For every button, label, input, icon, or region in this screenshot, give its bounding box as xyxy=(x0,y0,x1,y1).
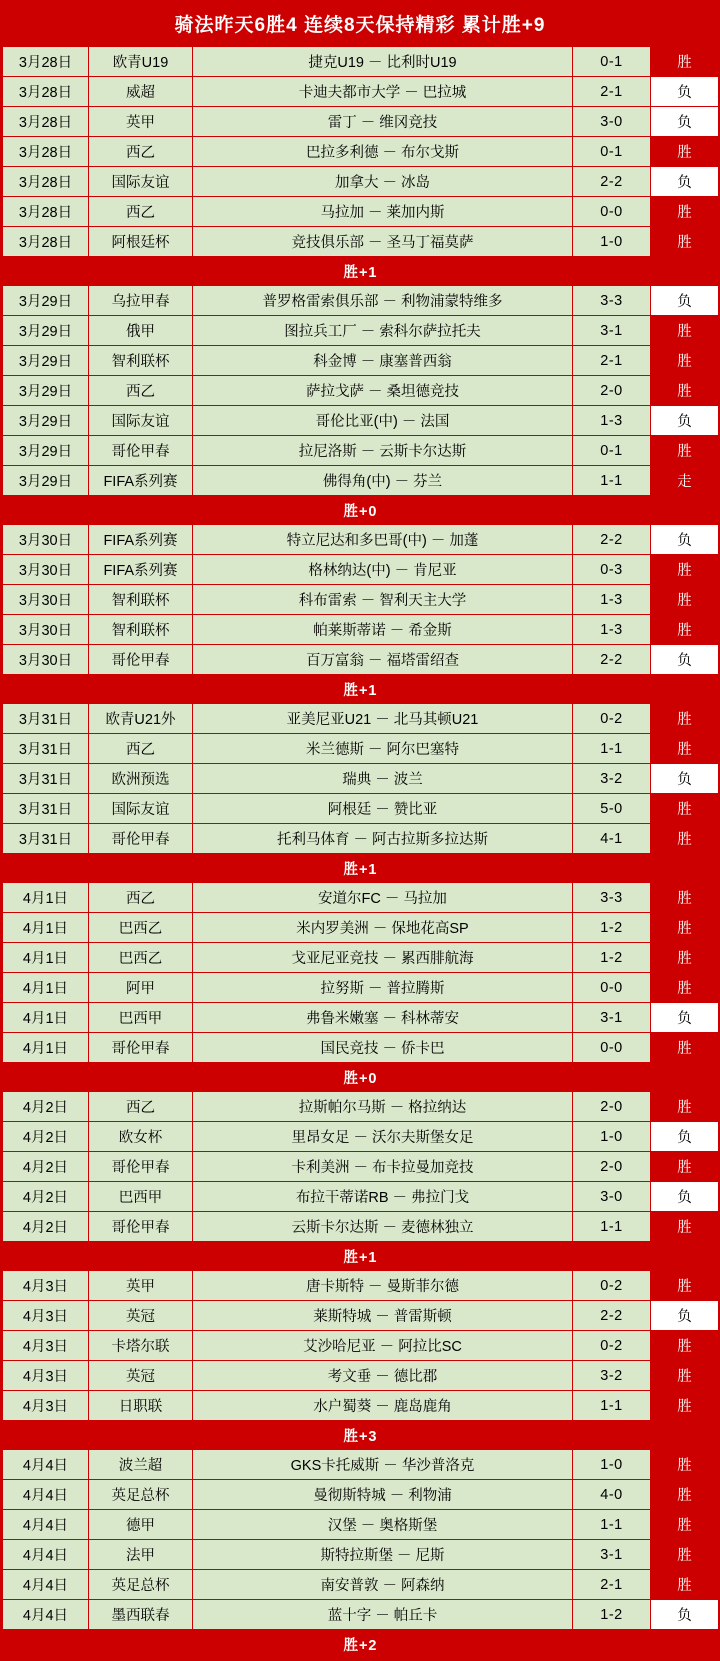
table-row xyxy=(3,1003,719,1033)
match-league: 乌拉甲春 xyxy=(89,286,193,316)
match-result-badge: 负 xyxy=(651,107,719,137)
match-result-badge: 负 xyxy=(651,1600,719,1630)
results-table-body xyxy=(3,47,719,1659)
summary-row xyxy=(3,496,719,525)
match-date: 4月3日 xyxy=(3,1331,89,1361)
match-date: 4月3日 xyxy=(3,1271,89,1301)
table-row xyxy=(3,197,719,227)
match-teams: 加拿大 － 冰岛 xyxy=(193,167,573,197)
summary-label: 胜+1 xyxy=(3,257,719,286)
match-date: 4月4日 xyxy=(3,1450,89,1480)
summary-label: 胜+0 xyxy=(3,1063,719,1092)
match-score: 2-2 xyxy=(573,525,651,555)
match-result-badge: 负 xyxy=(651,1003,719,1033)
match-league: 法甲 xyxy=(89,1540,193,1570)
match-score: 2-0 xyxy=(573,376,651,406)
match-league: 哥伦甲春 xyxy=(89,1212,193,1242)
match-date: 3月30日 xyxy=(3,645,89,675)
match-teams: 艾沙哈尼亚 － 阿拉比SC xyxy=(193,1331,573,1361)
match-league: 国际友谊 xyxy=(89,406,193,436)
match-league: FIFA系列赛 xyxy=(89,466,193,496)
match-teams: 汉堡 － 奥格斯堡 xyxy=(193,1510,573,1540)
table-row xyxy=(3,286,719,316)
match-league: 哥伦甲春 xyxy=(89,1033,193,1063)
table-row xyxy=(3,107,719,137)
match-score: 0-0 xyxy=(573,1033,651,1063)
match-teams: 捷克U19 － 比利时U19 xyxy=(193,47,573,77)
table-row xyxy=(3,525,719,555)
match-teams: 科布雷索 － 智利天主大学 xyxy=(193,585,573,615)
match-teams: 里昂女足 － 沃尔夫斯堡女足 xyxy=(193,1122,573,1152)
match-score: 2-1 xyxy=(573,346,651,376)
match-date: 3月29日 xyxy=(3,406,89,436)
match-date: 3月28日 xyxy=(3,47,89,77)
match-score: 0-2 xyxy=(573,1271,651,1301)
match-date: 4月4日 xyxy=(3,1570,89,1600)
match-result-badge: 负 xyxy=(651,1182,719,1212)
match-result-badge: 胜 xyxy=(651,794,719,824)
match-teams: 阿根廷 － 赞比亚 xyxy=(193,794,573,824)
match-league: 西乙 xyxy=(89,1092,193,1122)
match-date: 3月28日 xyxy=(3,197,89,227)
match-score: 3-3 xyxy=(573,883,651,913)
match-score: 3-1 xyxy=(573,1540,651,1570)
match-league: 英足总杯 xyxy=(89,1570,193,1600)
match-league: 欧洲预选 xyxy=(89,764,193,794)
match-teams: 普罗格雷索俱乐部 － 利物浦蒙特维多 xyxy=(193,286,573,316)
match-result-badge: 胜 xyxy=(651,1510,719,1540)
match-date: 4月4日 xyxy=(3,1600,89,1630)
match-result-badge: 胜 xyxy=(651,197,719,227)
match-score: 1-1 xyxy=(573,1391,651,1421)
match-date: 4月2日 xyxy=(3,1122,89,1152)
match-date: 4月2日 xyxy=(3,1182,89,1212)
match-score: 2-1 xyxy=(573,77,651,107)
match-date: 3月31日 xyxy=(3,764,89,794)
match-league: 卡塔尔联 xyxy=(89,1331,193,1361)
match-score: 1-0 xyxy=(573,1122,651,1152)
summary-row xyxy=(3,1242,719,1271)
match-result-badge: 胜 xyxy=(651,1570,719,1600)
match-score: 3-2 xyxy=(573,1361,651,1391)
match-date: 4月2日 xyxy=(3,1212,89,1242)
summary-row xyxy=(3,1063,719,1092)
table-row xyxy=(3,883,719,913)
match-teams: 卡利美洲 － 布卡拉曼加竞技 xyxy=(193,1152,573,1182)
match-teams: 科金博 － 康塞普西翁 xyxy=(193,346,573,376)
match-league: 俄甲 xyxy=(89,316,193,346)
match-score: 0-1 xyxy=(573,137,651,167)
match-result-badge: 胜 xyxy=(651,943,719,973)
match-score: 1-2 xyxy=(573,913,651,943)
match-league: 墨西联春 xyxy=(89,1600,193,1630)
match-score: 0-0 xyxy=(573,973,651,1003)
match-league: 日职联 xyxy=(89,1391,193,1421)
match-date: 4月1日 xyxy=(3,1033,89,1063)
summary-label: 胜+1 xyxy=(3,675,719,704)
match-date: 4月1日 xyxy=(3,973,89,1003)
match-result-badge: 胜 xyxy=(651,883,719,913)
match-league: 国际友谊 xyxy=(89,167,193,197)
table-row xyxy=(3,47,719,77)
match-score: 3-0 xyxy=(573,107,651,137)
summary-label: 胜+3 xyxy=(3,1421,719,1450)
table-row xyxy=(3,1540,719,1570)
match-score: 0-0 xyxy=(573,197,651,227)
table-row xyxy=(3,1361,719,1391)
table-row xyxy=(3,167,719,197)
match-league: 哥伦甲春 xyxy=(89,645,193,675)
match-teams: 考文垂 － 德比郡 xyxy=(193,1361,573,1391)
match-date: 3月28日 xyxy=(3,107,89,137)
match-score: 1-0 xyxy=(573,227,651,257)
summary-row xyxy=(3,854,719,883)
match-date: 4月4日 xyxy=(3,1540,89,1570)
match-result-badge: 负 xyxy=(651,406,719,436)
match-teams: 佛得角(中) － 芬兰 xyxy=(193,466,573,496)
match-date: 3月30日 xyxy=(3,525,89,555)
match-score: 1-1 xyxy=(573,1212,651,1242)
match-league: 哥伦甲春 xyxy=(89,1152,193,1182)
match-date: 3月31日 xyxy=(3,704,89,734)
table-row xyxy=(3,1271,719,1301)
match-teams: 瑞典 － 波兰 xyxy=(193,764,573,794)
match-league: 英足总杯 xyxy=(89,1480,193,1510)
match-league: 智利联杯 xyxy=(89,346,193,376)
table-row xyxy=(3,943,719,973)
match-teams: 特立尼达和多巴哥(中) － 加蓬 xyxy=(193,525,573,555)
match-date: 3月30日 xyxy=(3,585,89,615)
summary-label: 胜+1 xyxy=(3,854,719,883)
match-teams: 帕莱斯蒂诺 － 希金斯 xyxy=(193,615,573,645)
match-date: 3月31日 xyxy=(3,734,89,764)
match-score: 1-2 xyxy=(573,943,651,973)
summary-row xyxy=(3,257,719,286)
match-result-badge: 胜 xyxy=(651,316,719,346)
match-result-badge: 负 xyxy=(651,77,719,107)
match-teams: 戈亚尼亚竞技 － 累西腓航海 xyxy=(193,943,573,973)
table-row xyxy=(3,913,719,943)
results-table xyxy=(2,46,719,1659)
match-league: 国际友谊 xyxy=(89,794,193,824)
match-score: 1-3 xyxy=(573,615,651,645)
match-teams: 斯特拉斯堡 － 尼斯 xyxy=(193,1540,573,1570)
match-teams: 米兰德斯 － 阿尔巴塞特 xyxy=(193,734,573,764)
match-teams: 哥伦比亚(中) － 法国 xyxy=(193,406,573,436)
match-teams: 蓝十字 － 帕丘卡 xyxy=(193,1600,573,1630)
match-result-badge: 胜 xyxy=(651,137,719,167)
table-row xyxy=(3,227,719,257)
match-league: 阿甲 xyxy=(89,973,193,1003)
table-row xyxy=(3,466,719,496)
match-teams: 卡迪夫都市大学 － 巴拉城 xyxy=(193,77,573,107)
table-row xyxy=(3,316,719,346)
match-result-badge: 胜 xyxy=(651,376,719,406)
match-teams: 马拉加 － 莱加内斯 xyxy=(193,197,573,227)
match-teams: 巴拉多利德 － 布尔戈斯 xyxy=(193,137,573,167)
match-date: 4月1日 xyxy=(3,913,89,943)
table-row xyxy=(3,734,719,764)
match-score: 2-0 xyxy=(573,1152,651,1182)
match-league: 英冠 xyxy=(89,1301,193,1331)
table-row xyxy=(3,436,719,466)
match-date: 4月4日 xyxy=(3,1510,89,1540)
match-result-badge: 负 xyxy=(651,286,719,316)
match-league: FIFA系列赛 xyxy=(89,555,193,585)
match-teams: 拉尼洛斯 － 云斯卡尔达斯 xyxy=(193,436,573,466)
match-teams: 百万富翁 － 福塔雷绍查 xyxy=(193,645,573,675)
match-score: 1-3 xyxy=(573,585,651,615)
match-league: 阿根廷杯 xyxy=(89,227,193,257)
match-teams: 拉斯帕尔马斯 － 格拉纳达 xyxy=(193,1092,573,1122)
match-score: 2-2 xyxy=(573,645,651,675)
match-teams: 国民竞技 － 侨卡巴 xyxy=(193,1033,573,1063)
match-result-badge: 胜 xyxy=(651,585,719,615)
match-result-badge: 负 xyxy=(651,645,719,675)
match-date: 4月3日 xyxy=(3,1391,89,1421)
match-score: 3-3 xyxy=(573,286,651,316)
match-result-badge: 胜 xyxy=(651,1450,719,1480)
match-date: 3月31日 xyxy=(3,794,89,824)
match-result-badge: 胜 xyxy=(651,1033,719,1063)
table-row xyxy=(3,824,719,854)
match-league: 巴西乙 xyxy=(89,913,193,943)
match-score: 5-0 xyxy=(573,794,651,824)
match-teams: 竞技俱乐部 － 圣马丁福莫萨 xyxy=(193,227,573,257)
match-teams: 莱斯特城 － 普雷斯顿 xyxy=(193,1301,573,1331)
table-row xyxy=(3,77,719,107)
match-teams: 亚美尼亚U21 － 北马其顿U21 xyxy=(193,704,573,734)
match-result-badge: 胜 xyxy=(651,1540,719,1570)
table-row xyxy=(3,1510,719,1540)
match-result-badge: 胜 xyxy=(651,555,719,585)
match-score: 3-0 xyxy=(573,1182,651,1212)
match-teams: 弗鲁米嫩塞 － 科林蒂安 xyxy=(193,1003,573,1033)
match-date: 3月28日 xyxy=(3,167,89,197)
match-date: 4月1日 xyxy=(3,883,89,913)
table-row xyxy=(3,1331,719,1361)
match-result-badge: 胜 xyxy=(651,1212,719,1242)
table-row xyxy=(3,1480,719,1510)
table-row xyxy=(3,1212,719,1242)
match-score: 0-2 xyxy=(573,704,651,734)
table-row xyxy=(3,555,719,585)
match-result-badge: 负 xyxy=(651,764,719,794)
match-teams: 唐卡斯特 － 曼斯菲尔德 xyxy=(193,1271,573,1301)
match-score: 1-3 xyxy=(573,406,651,436)
match-score: 1-2 xyxy=(573,1600,651,1630)
match-result-badge: 负 xyxy=(651,167,719,197)
match-date: 3月30日 xyxy=(3,555,89,585)
match-score: 1-1 xyxy=(573,466,651,496)
match-league: 巴西甲 xyxy=(89,1003,193,1033)
match-teams: 雷丁 － 维冈竞技 xyxy=(193,107,573,137)
match-league: 智利联杯 xyxy=(89,615,193,645)
match-result-badge: 胜 xyxy=(651,973,719,1003)
table-row xyxy=(3,615,719,645)
match-date: 4月3日 xyxy=(3,1301,89,1331)
match-score: 2-2 xyxy=(573,1301,651,1331)
match-date: 4月2日 xyxy=(3,1092,89,1122)
match-date: 3月28日 xyxy=(3,77,89,107)
match-teams: 云斯卡尔达斯 － 麦德林独立 xyxy=(193,1212,573,1242)
match-score: 1-1 xyxy=(573,734,651,764)
match-result-badge: 胜 xyxy=(651,1331,719,1361)
match-date: 3月29日 xyxy=(3,346,89,376)
match-league: 西乙 xyxy=(89,376,193,406)
match-result-badge: 走 xyxy=(651,466,719,496)
match-result-badge: 负 xyxy=(651,1301,719,1331)
match-date: 3月29日 xyxy=(3,466,89,496)
match-score: 3-1 xyxy=(573,316,651,346)
match-league: 欧女杯 xyxy=(89,1122,193,1152)
match-score: 0-2 xyxy=(573,1331,651,1361)
match-league: 英甲 xyxy=(89,107,193,137)
match-score: 0-1 xyxy=(573,436,651,466)
match-result-badge: 胜 xyxy=(651,615,719,645)
match-result-badge: 胜 xyxy=(651,227,719,257)
match-teams: 曼彻斯特城 － 利物浦 xyxy=(193,1480,573,1510)
match-league: 西乙 xyxy=(89,197,193,227)
match-league: 英甲 xyxy=(89,1271,193,1301)
table-row xyxy=(3,1570,719,1600)
match-league: 德甲 xyxy=(89,1510,193,1540)
match-teams: 图拉兵工厂 － 索科尔萨拉托夫 xyxy=(193,316,573,346)
match-date: 3月28日 xyxy=(3,137,89,167)
match-result-badge: 胜 xyxy=(651,1361,719,1391)
match-date: 4月1日 xyxy=(3,943,89,973)
match-date: 4月1日 xyxy=(3,1003,89,1033)
match-teams: 米内罗美洲 － 保地花高SP xyxy=(193,913,573,943)
match-result-badge: 胜 xyxy=(651,1092,719,1122)
match-date: 3月29日 xyxy=(3,436,89,466)
match-teams: 拉努斯 － 普拉腾斯 xyxy=(193,973,573,1003)
match-result-badge: 胜 xyxy=(651,734,719,764)
match-league: 西乙 xyxy=(89,734,193,764)
summary-row xyxy=(3,1630,719,1659)
match-result-badge: 胜 xyxy=(651,436,719,466)
table-row xyxy=(3,346,719,376)
match-league: 波兰超 xyxy=(89,1450,193,1480)
match-date: 3月29日 xyxy=(3,286,89,316)
table-row xyxy=(3,1122,719,1152)
summary-label: 胜+2 xyxy=(3,1630,719,1659)
match-result-badge: 胜 xyxy=(651,1391,719,1421)
match-score: 0-3 xyxy=(573,555,651,585)
match-league: 欧青U19 xyxy=(89,47,193,77)
summary-label: 胜+1 xyxy=(3,1242,719,1271)
table-row xyxy=(3,1391,719,1421)
match-teams: 布拉干蒂诺RB － 弗拉门戈 xyxy=(193,1182,573,1212)
match-result-badge: 胜 xyxy=(651,346,719,376)
table-row xyxy=(3,376,719,406)
summary-label: 胜+0 xyxy=(3,496,719,525)
table-row xyxy=(3,585,719,615)
match-league: 英冠 xyxy=(89,1361,193,1391)
table-row xyxy=(3,1033,719,1063)
match-score: 4-1 xyxy=(573,824,651,854)
table-row xyxy=(3,1152,719,1182)
match-league: 西乙 xyxy=(89,883,193,913)
table-row xyxy=(3,406,719,436)
match-result-badge: 负 xyxy=(651,1122,719,1152)
table-row xyxy=(3,1600,719,1630)
match-result-badge: 胜 xyxy=(651,824,719,854)
table-row xyxy=(3,973,719,1003)
table-row xyxy=(3,704,719,734)
match-date: 3月29日 xyxy=(3,376,89,406)
match-score: 3-1 xyxy=(573,1003,651,1033)
match-score: 1-1 xyxy=(573,1510,651,1540)
match-result-badge: 胜 xyxy=(651,47,719,77)
match-result-badge: 负 xyxy=(651,525,719,555)
match-teams: 南安普敦 － 阿森纳 xyxy=(193,1570,573,1600)
match-date: 4月2日 xyxy=(3,1152,89,1182)
match-teams: GKS卡托威斯 － 华沙普洛克 xyxy=(193,1450,573,1480)
match-league: 哥伦甲春 xyxy=(89,824,193,854)
match-score: 4-0 xyxy=(573,1480,651,1510)
match-result-badge: 胜 xyxy=(651,1271,719,1301)
match-date: 4月4日 xyxy=(3,1480,89,1510)
match-date: 3月28日 xyxy=(3,227,89,257)
match-teams: 格林纳达(中) － 肯尼亚 xyxy=(193,555,573,585)
summary-row xyxy=(3,675,719,704)
table-row xyxy=(3,1092,719,1122)
match-teams: 托利马体育 － 阿古拉斯多拉达斯 xyxy=(193,824,573,854)
match-result-badge: 胜 xyxy=(651,913,719,943)
match-score: 1-0 xyxy=(573,1450,651,1480)
match-teams: 萨拉戈萨 － 桑坦德竞技 xyxy=(193,376,573,406)
match-league: 哥伦甲春 xyxy=(89,436,193,466)
match-score: 0-1 xyxy=(573,47,651,77)
match-result-badge: 胜 xyxy=(651,1152,719,1182)
table-row xyxy=(3,764,719,794)
match-date: 3月31日 xyxy=(3,824,89,854)
match-league: 巴西甲 xyxy=(89,1182,193,1212)
match-result-badge: 胜 xyxy=(651,1480,719,1510)
match-teams: 安道尔FC － 马拉加 xyxy=(193,883,573,913)
match-score: 2-1 xyxy=(573,1570,651,1600)
table-row xyxy=(3,1301,719,1331)
match-league: FIFA系列赛 xyxy=(89,525,193,555)
page-title: 骑法昨天6胜4 连续8天保持精彩 累计胜+9 xyxy=(2,0,718,46)
match-league: 智利联杯 xyxy=(89,585,193,615)
table-row xyxy=(3,1182,719,1212)
match-score: 2-2 xyxy=(573,167,651,197)
match-score: 3-2 xyxy=(573,764,651,794)
table-row xyxy=(3,645,719,675)
match-league: 威超 xyxy=(89,77,193,107)
match-teams: 水户蜀葵 － 鹿岛鹿角 xyxy=(193,1391,573,1421)
table-row xyxy=(3,137,719,167)
table-row xyxy=(3,1450,719,1480)
match-result-badge: 胜 xyxy=(651,704,719,734)
match-league: 西乙 xyxy=(89,137,193,167)
match-date: 4月3日 xyxy=(3,1361,89,1391)
match-date: 3月29日 xyxy=(3,316,89,346)
table-row xyxy=(3,794,719,824)
match-league: 巴西乙 xyxy=(89,943,193,973)
match-league: 欧青U21外 xyxy=(89,704,193,734)
summary-row xyxy=(3,1421,719,1450)
match-score: 2-0 xyxy=(573,1092,651,1122)
match-date: 3月30日 xyxy=(3,615,89,645)
